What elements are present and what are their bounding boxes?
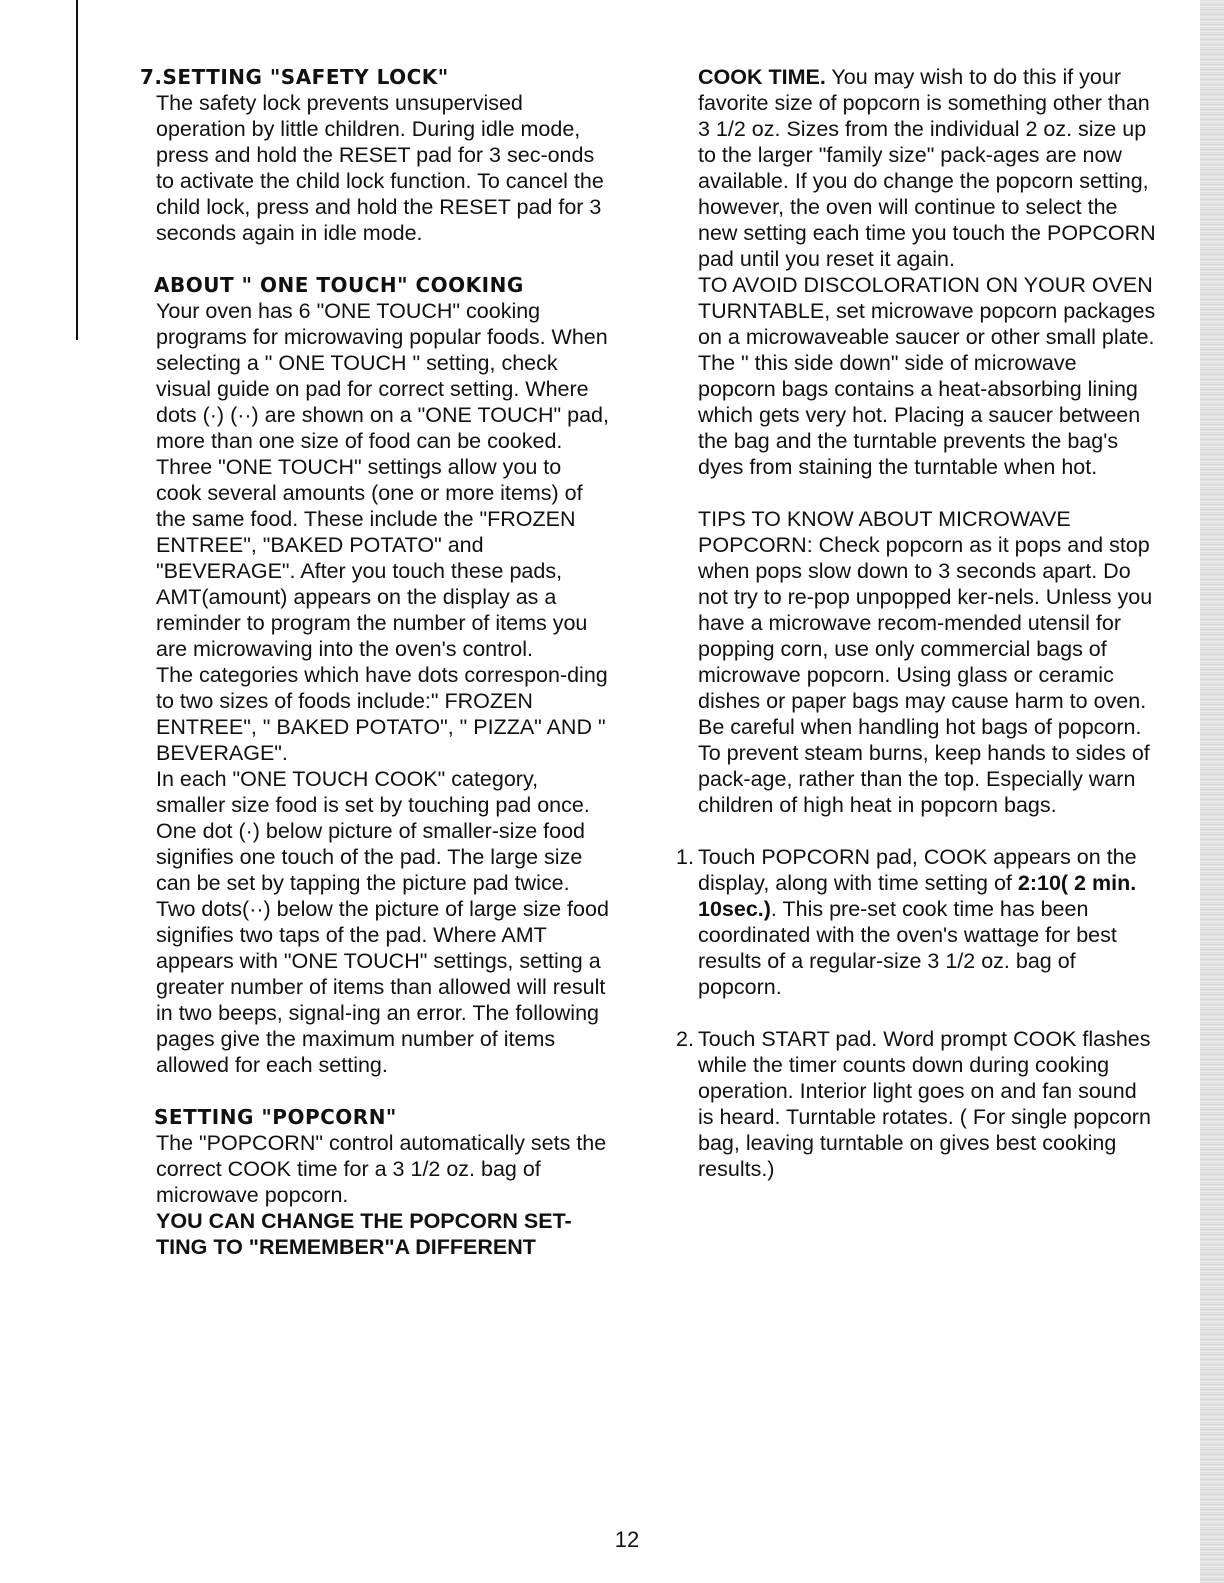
safety-lock-body: The safety lock prevents unsupervised operation by little children. During idle mode, press and hold the RESET pad for 3 sec-onds to activate the child lock function. To cancel the child lock, press and hold the RESET pad for 3 seconds again in idle mode. bbox=[156, 91, 604, 245]
cook-time-paragraph bbox=[698, 64, 1158, 272]
one-touch-paragraph-3: The categories which have dots correspon-ding to two sizes of foods include:" FROZEN ENTREE", " BAKED POTATO", " PIZZA" AND " BEVERAGE". bbox=[156, 663, 608, 765]
cook-time-text: You may wish to do this if your favorite size of popcorn is something other than 3 1/2 oz. Sizes from the individual 2 oz. size up to the larger "family size" pack-ages are now available. If you do change the popcorn setting, however, the oven will continue to select the new setting each time you touch the POPCORN pad until you reset it again. bbox=[698, 65, 1156, 271]
step-1-time: 2:10( 2 min. 10sec.) bbox=[698, 871, 1137, 921]
page-edge-shadow bbox=[1200, 0, 1224, 1583]
cook-time-label: COOK TIME. bbox=[698, 65, 826, 89]
step-1-text-a: Touch POPCORN pad, COOK appears on the display, along with time setting of bbox=[698, 845, 1137, 895]
binding-line bbox=[76, 0, 78, 340]
popcorn-change-note: YOU CAN CHANGE THE POPCORN SET-TING TO "REMEMBER"A DIFFERENT bbox=[156, 1209, 572, 1259]
popcorn-heading: SETTING "POPCORN" bbox=[154, 1105, 397, 1129]
page-number: 12 bbox=[614, 1527, 640, 1552]
one-touch-paragraph-1: Your oven has 6 "ONE TOUCH" cooking programs for microwaving popular foods. When selecting a " ONE TOUCH " setting, check visual guide on pad for correct setting. Where dots (·) (··) are shown on a "ONE TOUCH" pad, more than one size of food can be cooked. bbox=[156, 299, 609, 453]
left-column bbox=[140, 64, 610, 1260]
one-touch-paragraph-2: Three "ONE TOUCH" settings allow you to cook several amounts (one or more items) of the same food. These include the "FROZEN ENTREE", "BAKED POTATO" and "BEVERAGE". After you touch these pads, AMT(amount) appears on the display as a reminder to program the number of items you are microwaving into the oven's control. bbox=[156, 455, 588, 661]
safety-lock-heading: 7.SETTING "SAFETY LOCK" bbox=[140, 65, 449, 89]
discoloration-paragraph: TO AVOID DISCOLORATION ON YOUR OVEN TURNTABLE, set microwave popcorn packages on a microwaveable saucer or other small plate. The " this side down" side of microwave popcorn bags contains a heat-absorbing lining which gets very hot. Placing a saucer between the bag and the turntable prevents the bag's dyes from staining the turntable when hot. bbox=[698, 273, 1156, 479]
right-column bbox=[676, 64, 1158, 1182]
step-1-text bbox=[698, 844, 1158, 1000]
step-1 bbox=[676, 844, 1158, 1000]
step-2 bbox=[676, 1026, 1158, 1182]
one-touch-heading: ABOUT " ONE TOUCH" COOKING bbox=[154, 273, 524, 297]
step-2-text: Touch START pad. Word prompt COOK flashes while the timer counts down during cooking operation. Interior light goes on and fan sound is heard. Turntable rotates. ( For single popcorn bag, leaving turntable on gives best cooking results.) bbox=[698, 1027, 1151, 1181]
step-1-number: 1. bbox=[676, 845, 694, 869]
popcorn-body: The "POPCORN" control automatically sets the correct COOK time for a 3 1/2 oz. bag of microwave popcorn. bbox=[156, 1131, 607, 1207]
tips-paragraph: TIPS TO KNOW ABOUT MICROWAVE POPCORN: Check popcorn as it pops and stop when pops slow down to 3 seconds apart. Do not try to re-pop unpopped ker-nels. Unless you have a microwave recom-mended utensil for popping corn, use only commercial bags of microwave popcorn. Using glass or ceramic dishes or paper bags may cause harm to oven. Be careful when handling hot bags of popcorn. To prevent steam burns, keep hands to sides of pack-age, rather than the top. Especially warn children of high heat in popcorn bags. bbox=[698, 507, 1153, 817]
step-2-number: 2. bbox=[676, 1027, 694, 1051]
step-1-text-b: . This pre-set cook time has been coordinated with the oven's wattage for best results of a regular-size 3 1/2 oz. bag of popcorn. bbox=[698, 897, 1117, 999]
one-touch-paragraph-4: In each "ONE TOUCH COOK" category, smaller size food is set by touching pad once. One dot (·) below picture of smaller-size food signifies one touch of the pad. The large size can be set by tapping the picture pad twice. Two dots(··) below the picture of large size food signifies two taps of the pad. Where AMT appears with "ONE TOUCH" settings, setting a greater number of items than allowed will result in two beeps, signal-ing an error. The following pages give the maximum number of items allowed for each setting. bbox=[156, 767, 609, 1077]
